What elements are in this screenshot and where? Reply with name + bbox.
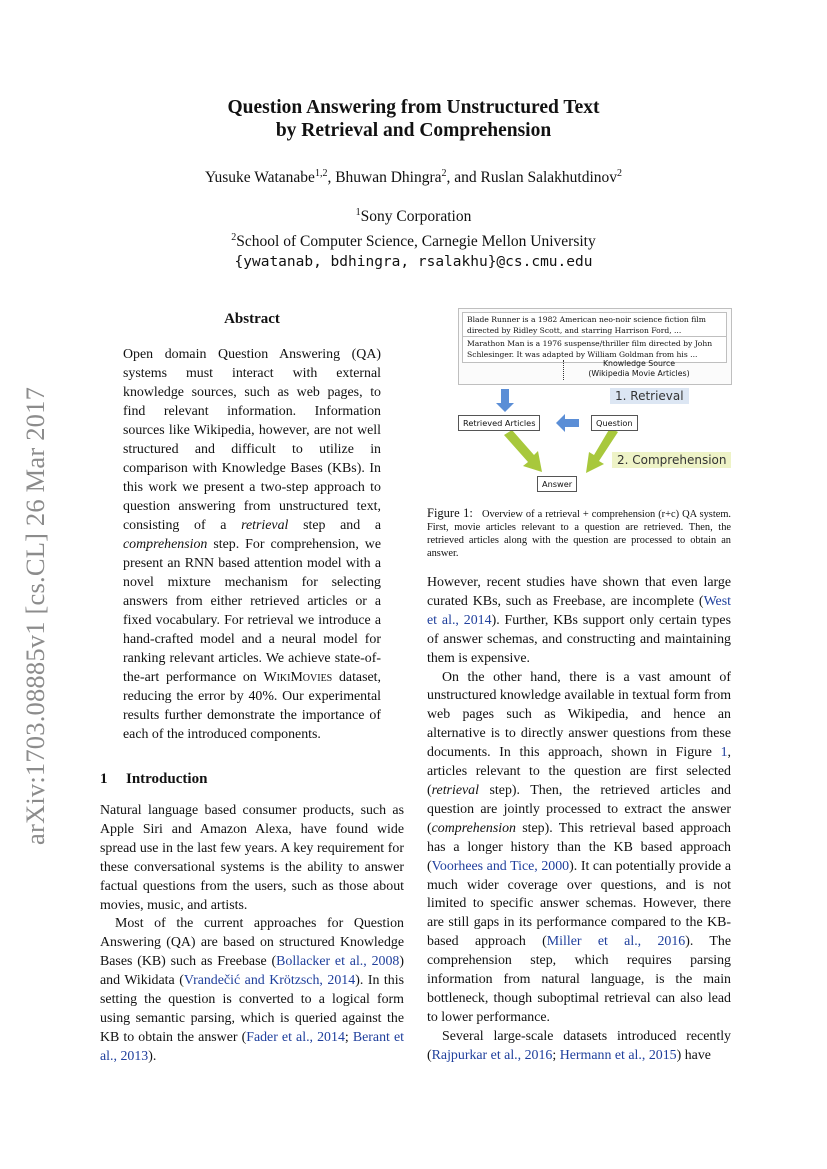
abstract-text [123,345,381,744]
paragraph [427,669,731,1028]
text-run: ). The comprehension step, which requires parsing information from natural language, is the main bottleneck, though suboptimal retrieval can also lead to lower performance. [427,934,731,1025]
affil-mark: 1 [355,207,361,218]
text-run: ). Further, KBs support only certain types of answer schemas, and constructing and maintaining them is expensive. [427,612,731,666]
paragraph [427,1028,731,1066]
abstract-emphasis: comprehension [123,537,208,552]
text-run: However, recent studies have shown that even large curated KBs, such as Freebase, are incomplete ( [427,575,731,609]
dataset-name: WikiMovies [263,670,333,685]
author-list [0,168,827,187]
section-number: 1 [100,771,108,787]
citation-link[interactable]: Vrandečić and Krötzsch, 2014 [183,973,356,989]
abstract-run: step. For comprehension, we present an RNN based attention model with a novel mixture mechanism for selecting answers from either retrieved articles or a fixed vocabulary. For retrieval we introduce a hand-crafted model and a neural model for ranking relevant articles. We achieve state-of-the-art performance on [123,537,381,685]
affil-name: Sony Corporation [360,208,472,226]
citation-link[interactable]: Hermann et al., 2015 [559,1047,677,1063]
diagonal-arrow-icon [504,430,542,472]
title-line-2: by Retrieval and Comprehension [275,120,552,141]
left-column-text [100,802,404,1067]
text-run: , articles relevant to the question are first selected ( [427,745,731,798]
document-snippet: Blade Runner is a 1982 American neo-noir science fiction film directed by Ridley Scott, and starring Harrison Ford, ... [462,312,727,339]
text-run: ) have [676,1047,711,1063]
affiliations [0,202,827,273]
affiliation-2 [0,227,827,252]
paragraph: Natural language based consumer products, such as Apple Siri and Amazon Alexa, have found wide spread use in the last few years. A key requirement for these conversational systems is the ability to answer factual questions from the users, such as those about movies, music, and artists. [100,803,404,913]
affil-name: School of Computer Science, Carnegie Mellon University [236,233,596,251]
left-arrow-icon [556,414,579,432]
citation-link[interactable]: Fader et al., 2014 [246,1029,345,1045]
citation-link[interactable]: Rajpurkar et al., 2016 [431,1047,553,1063]
text-run: ; [344,1029,353,1045]
title-line-1: Question Answering from Unstructured Text [227,97,600,118]
emphasis: retrieval [431,782,479,798]
kb-label-line: (Wikipedia Movie Articles) [588,369,690,378]
affil-mark: 2 [231,232,237,244]
abstract-emphasis: retrieval [241,518,289,533]
text-run: ). It can potentially provide a much wider coverage over questions, and is not limited to specific answer schemas. However, there are still gaps in its performance compared to the KB-based approach ( [427,858,731,950]
figure-1 [455,307,735,493]
text-run: ). [148,1048,157,1064]
answer-node: Answer [537,476,577,492]
author-separator: , and [446,169,481,187]
abstract-run: step and a [288,518,381,533]
right-column-text [427,574,731,1066]
paragraph [100,915,404,1066]
text-run: On the other hand, there is a vast amount of unstructured knowledge available in textual form from web pages such as Wikipedia, and hence an alternative is to directly answer questions from these documents. In this approach, shown in Figure [427,669,731,761]
down-arrow-icon [496,389,514,412]
citation-link[interactable]: Voorhees and Tice, 2000 [431,858,570,874]
author-name: Yusuke Watanabe [204,169,315,187]
comprehension-step-label: 2. Comprehension [612,452,731,468]
citation-link[interactable]: West et al., 2014 [427,593,731,628]
citation-link[interactable]: Miller et al., 2016 [546,934,686,950]
author-name: Ruslan Salakhutdinov [480,169,618,187]
section-heading-introduction [100,771,207,788]
text-run: Most of the current approaches for Question Answering (QA) are based on structured Knowledge Bases (KB) such as Freebase ( [100,916,404,970]
author-emails: {ywatanab, bdhingra, rsalakhu}@cs.cmu.edu [234,254,593,271]
arxiv-stamp: arXiv:1703.08885v1 [cs.CL] 26 Mar 2017 [20,386,50,845]
text-run: step). This retrieval based approach has a longer history than the KB based approach ( [427,820,731,874]
retrieved-articles-node: Retrieved Articles [458,415,540,431]
document-snippet: Marathon Man is a 1976 suspense/thriller film directed by John Schlesinger. It was adapted by William Goldman from his ... [462,336,727,363]
caption-text: Overview of a retrieval + comprehension (r+c) QA system. First, movie articles relevant to a question are retrieved. Then, the retrieved articles along with the question are processed to obtain an answer. [427,509,732,559]
section-title: Introduction [126,771,208,787]
text-run: ; [552,1047,560,1063]
abstract-run: Open domain Question Answering (QA) systems must interact with external knowledge sources, such as web pages, to find relevant information. Information sources like Wikipedia, however, are not well structured and difficult to utilize in comparison with Knowledge Bases (KBs). In this work we present a two-step approach to question answering from unstructured text, consisting of a [123,347,381,533]
text-run: Several large-scale datasets introduced recently ( [427,1028,731,1063]
abstract-heading: Abstract [224,311,280,327]
text-run: ) and Wikidata ( [100,954,404,989]
retrieval-step-label: 1. Retrieval [610,388,689,404]
citation-link[interactable]: Bollacker et al., 2008 [276,954,400,970]
citation-link[interactable]: Berant et al., 2013 [100,1029,404,1064]
text-run: ). In this setting the question is converted to a logical form using semantic parsing, which is queried against the KB to obtain the answer ( [100,973,405,1045]
paper-title [0,96,827,142]
figure-reference-link[interactable]: 1 [720,745,728,761]
author-affil-mark: 1,2 [314,168,328,179]
text-run: step). Then, the retrieved articles and question are jointly processed to extract the answer ( [427,782,731,836]
question-node: Question [591,415,638,431]
caption-label: Figure 1: [427,506,473,520]
emphasis: comprehension [431,820,516,836]
abstract-run: dataset, reducing the error by 40%. Our experimental results further demonstrate the importance of each of the introduced components. [123,670,381,742]
author-affil-mark: 2 [617,168,623,179]
author-affil-mark: 2 [441,168,447,179]
kb-label-line: Knowledge Source [602,359,676,368]
paragraph [427,574,731,669]
author-name: Bhuwan Dhingra [335,169,442,187]
figure-1-caption [427,507,731,560]
affiliation-1 [0,202,827,227]
author-separator: , [327,169,336,187]
